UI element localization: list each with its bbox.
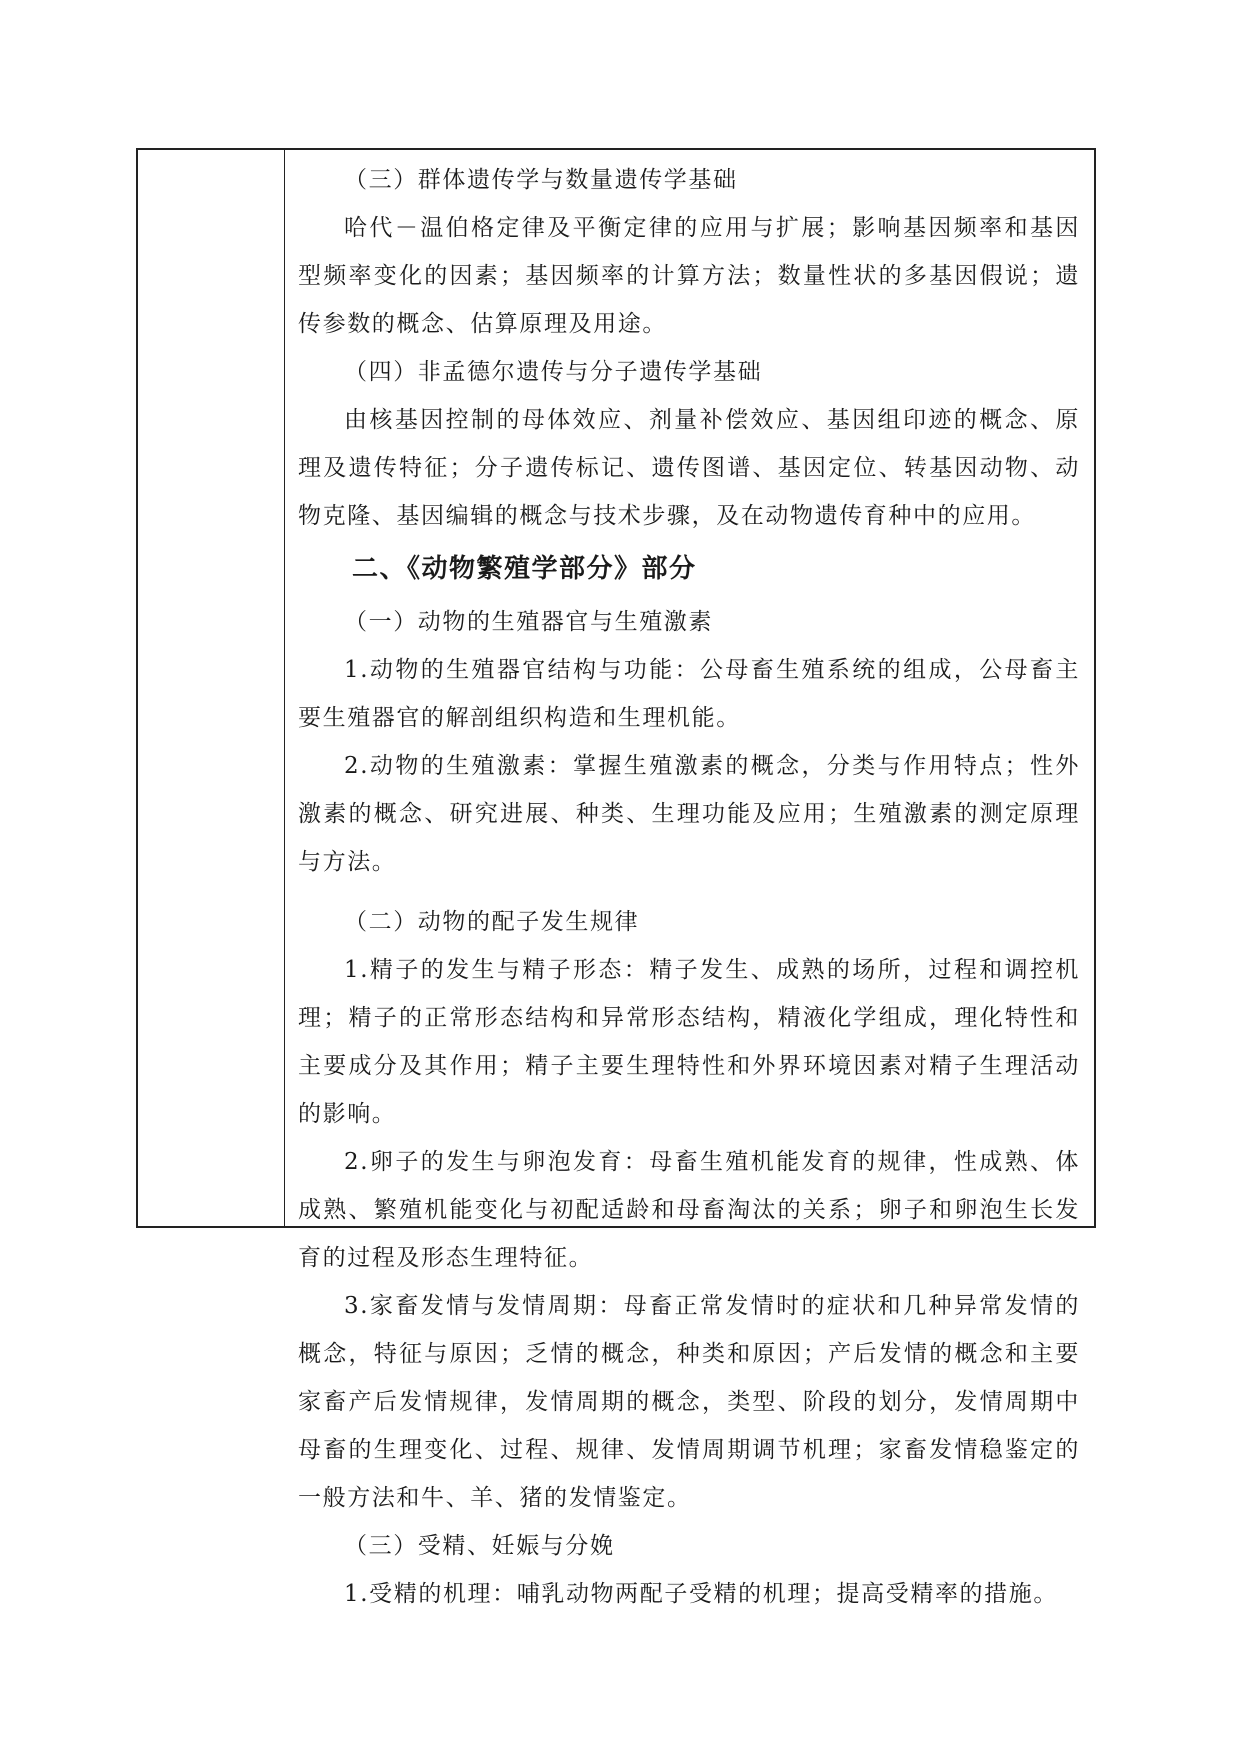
subheading-population-genetics: （三）群体遗传学与数量遗传学基础: [344, 167, 738, 193]
paragraph-fertilization: 1.受精的机理：哺乳动物两配子受精的机理；提高受精率的措施。: [344, 1581, 1058, 1607]
paragraph-non-mendelian: 由核基因控制的母体效应、剂量补偿效应、基因组印迹的概念、原理及遗传特征；分子遗传标记、遗传图谱、基因定位、转基因动物、动物克隆、基因编辑的概念与技术步骤，及在动物遗传育种中的应用。: [298, 407, 1080, 529]
table-right-column: [286, 150, 1094, 1607]
paragraph-population-genetics: 哈代－温伯格定律及平衡定律的应用与扩展；影响基因频率和基因型频率变化的因素；基因频率的计算方法；数量性状的多基因假说；遗传参数的概念、估算原理及用途。: [298, 215, 1080, 337]
paragraph-reproductive-hormones: 2.动物的生殖激素：掌握生殖激素的概念，分类与作用特点；性外激素的概念、研究进展、种类、生理功能及应用；生殖激素的测定原理与方法。: [298, 753, 1080, 875]
paragraph-sperm: 1.精子的发生与精子形态：精子发生、成熟的场所，过程和调控机理；精子的正常形态结构和异常形态结构，精液化学组成，理化特性和主要成分及其作用；精子主要生理特性和外界环境因素对精子生理活动的影响。: [298, 957, 1080, 1127]
section-heading-animal-reproduction: 二、《动物繁殖学部分》部分: [352, 554, 697, 584]
paragraph-ovum: 2.卵子的发生与卵泡发育：母畜生殖机能发育的规律，性成熟、体成熟、繁殖机能变化与初配适龄和母畜淘汰的关系；卵子和卵泡生长发育的过程及形态生理特征。: [298, 1149, 1080, 1271]
table-left-column: [138, 150, 285, 1226]
paragraph-reproductive-organs: 1.动物的生殖器官结构与功能：公母畜生殖系统的组成，公母畜主要生殖器官的解剖组织构造和生理机能。: [298, 657, 1080, 731]
paragraph-estrus: 3.家畜发情与发情周期：母畜正常发情时的症状和几种异常发情的概念，特征与原因；乏情的概念，种类和原因；产后发情的概念和主要家畜产后发情规律，发情周期的概念，类型、阶段的划分，发情周期中母畜的生理变化、过程、规律、发情周期调节机理；家畜发情稳鉴定的一般方法和牛、羊、猪的发情鉴定。: [298, 1293, 1080, 1511]
subheading-fertilization: （三）受精、妊娠与分娩: [344, 1533, 615, 1559]
subheading-non-mendelian: （四）非孟德尔遗传与分子遗传学基础: [344, 359, 763, 385]
content-table: [136, 148, 1096, 1607]
subheading-gametogenesis: （二）动物的配子发生规律: [344, 909, 640, 935]
subheading-organs-hormones: （一）动物的生殖器官与生殖激素: [344, 609, 713, 635]
